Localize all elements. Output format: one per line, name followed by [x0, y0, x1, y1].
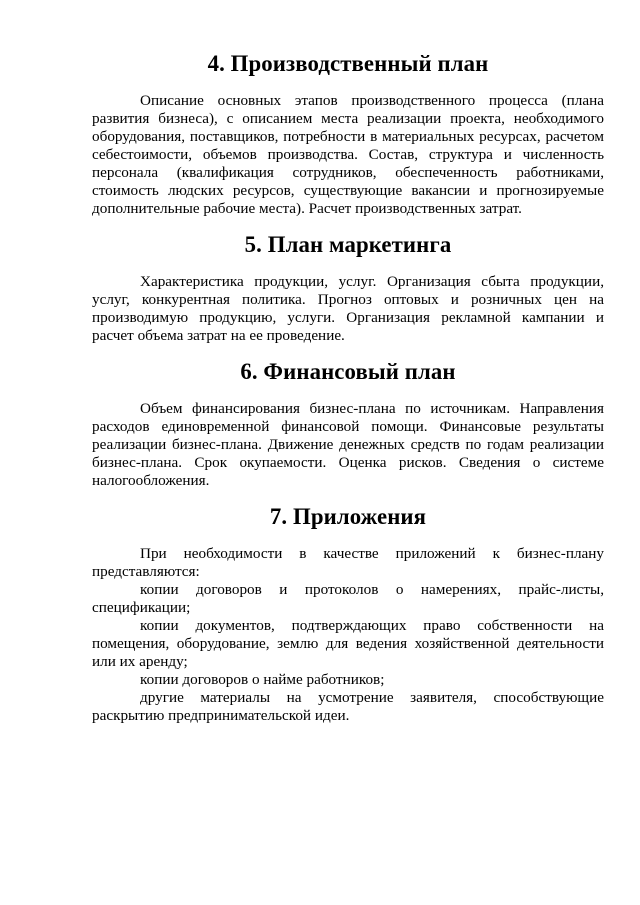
section-title-appendices: 7. Приложения: [269, 504, 427, 529]
appendix-item-ownership: копии документов, подтверждающих право собственности на помещения, оборудование, землю для ведения хозяйственной деятельности или их аренду;: [92, 617, 604, 670]
section-title-production: 4. Производственный план: [207, 51, 489, 76]
section-title-marketing: 5. План маркетинга: [244, 232, 452, 257]
section-body-marketing: Характеристика продукции, услуг. Организация сбыта продукции, услуг, конкурентная политика. Прогноз оптовых и розничных цен на производимую продукцию, услуги. Организация рекламной кампании и расчет объема затрат на ее проведение.: [92, 273, 604, 344]
appendix-item-contracts: копии договоров и протоколов о намерениях, прайс-листы, спецификации;: [92, 581, 604, 616]
section-body-production: Описание основных этапов производственного процесса (плана развития бизнеса), с описанием места реализации проекта, необходимого оборудования, поставщиков, потребности в материальных ресурсах, расчетом себестоимости, объемов производства. Состав, структура и численность персонала (квалификация сотрудников, обеспеченность работниками, стоимость людских ресурсов, существующие вакансии и прогнозируемые дополнительные рабочие места). Расчет производственных затрат.: [92, 92, 604, 217]
document-page: [92, 51, 604, 725]
section-title-financial: 6. Финансовый план: [240, 359, 456, 384]
appendices-intro: При необходимости в качестве приложений к бизнес-плану представляются:: [92, 545, 604, 580]
section-body-financial: Объем финансирования бизнес-плана по источникам. Направления расходов единовременной финансовой помощи. Финансовые результаты реализации бизнес-плана. Движение денежных средств по годам реализации бизнес-плана. Срок окупаемости. Оценка рисков. Сведения о системе налогообложения.: [92, 400, 604, 489]
appendix-item-employment: копии договоров о найме работников;: [140, 671, 385, 688]
appendix-item-other: другие материалы на усмотрение заявителя, способствующие раскрытию предпринимательской идеи.: [92, 689, 604, 724]
